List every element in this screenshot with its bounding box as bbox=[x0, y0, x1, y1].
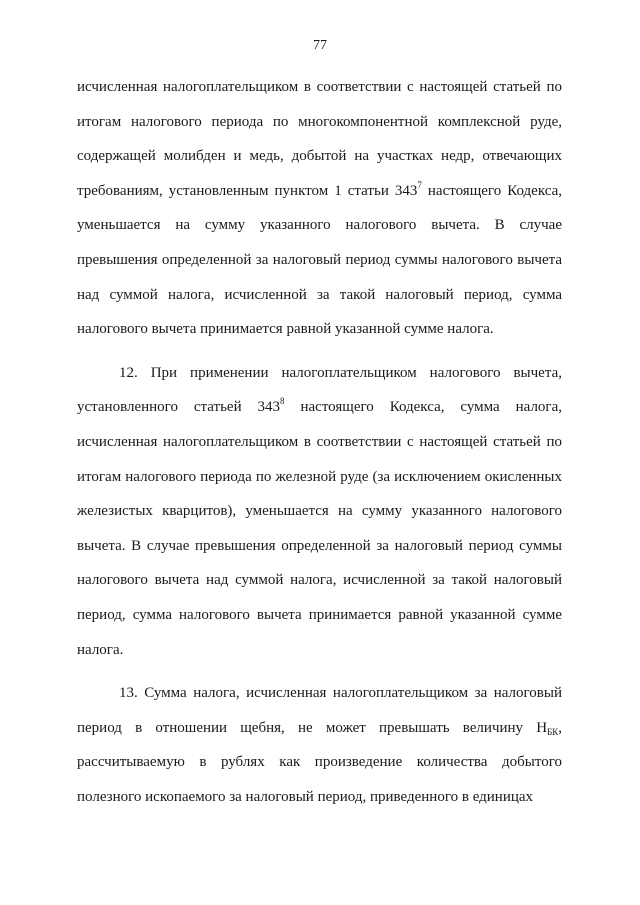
paragraph-text: 12. При применении налогоплательщиком налогового вычета, установленного статьей 343 bbox=[77, 364, 562, 416]
paragraph-continuation bbox=[77, 70, 562, 347]
paragraph-text: настоящего Кодекса, уменьшается на сумму указанного налогового вычета. В случае превышения определенной за налоговый период суммы налогового вычета над суммой налога, исчисленной за такой налоговый период, сумма налогового вычета принимается равной указанной сумме налога. bbox=[77, 182, 562, 338]
subscript: БК bbox=[547, 726, 559, 737]
document-body bbox=[77, 70, 562, 814]
page-number: 77 bbox=[313, 38, 327, 53]
superscript: 8 bbox=[280, 396, 285, 407]
paragraph-text: , рассчитываемую в рублях как произведение количества добытого полезного ископаемого за налоговый период, приведенного в единицах bbox=[77, 719, 562, 805]
superscript: 7 bbox=[417, 179, 422, 190]
paragraph-text: 13. Сумма налога, исчисленная налогоплательщиком за налоговый период в отношении щебня, не может превышать величину Н bbox=[77, 685, 562, 736]
paragraph-text: настоящего Кодекса, сумма налога, исчисленная налогоплательщиком в соответствии с настоящей статьей по итогам налогового периода по железной руде (за исключением окисленных железистых кварцитов), уменьшается на сумму указанного налогового вычета. В случае превышения определенной за налоговый период суммы налогового вычета над суммой налога, исчисленной за такой налоговый период, сумма налогового вычета принимается равной указанной сумме налога. bbox=[77, 399, 562, 658]
paragraph-text: исчисленная налогоплательщиком в соответствии с настоящей статьей по итогам налогового периода по многокомпонентной комплексной руде, содержащей молибден и медь, добытой на участках недр, отвечающих требованиям, установленным пунктом 1 статьи 343 bbox=[77, 79, 562, 199]
paragraph-13 bbox=[77, 676, 562, 814]
paragraph-12 bbox=[77, 356, 562, 667]
